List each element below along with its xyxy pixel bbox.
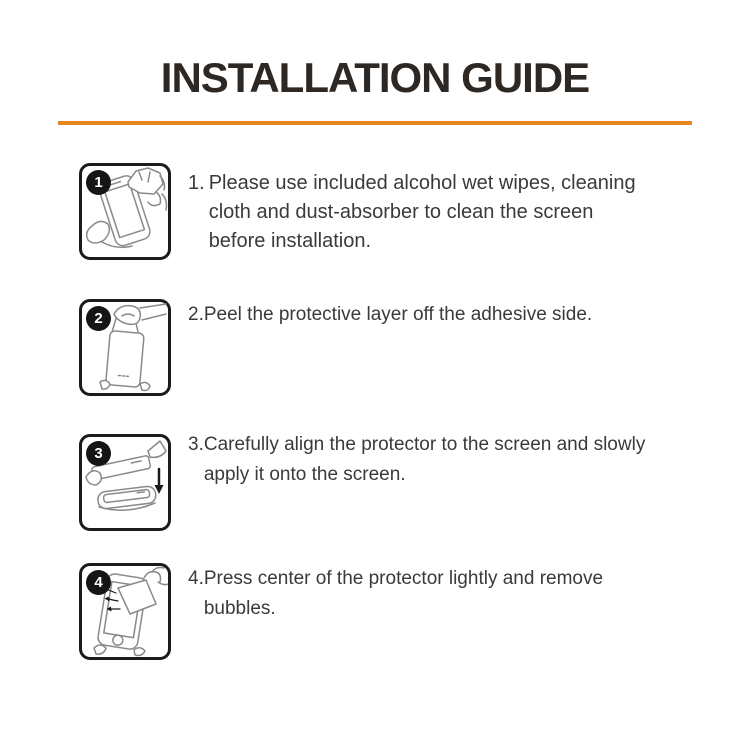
step-2-lines — [204, 300, 592, 330]
step-1-illustration — [79, 163, 171, 260]
step-3-prefix: 3. — [188, 434, 204, 455]
title-divider — [58, 121, 692, 125]
step-4-illustration — [79, 563, 171, 660]
step-3-number-badge — [86, 441, 111, 466]
step-4-line: bubbles. — [203, 598, 276, 619]
step-1-number-badge — [86, 170, 111, 195]
step-1-line: before installation. — [208, 230, 372, 252]
step-3-line: apply it onto the screen. — [203, 464, 406, 485]
step-4-prefix: 4. — [188, 568, 204, 589]
step-4-text — [188, 564, 603, 624]
step-1-number: 1 — [94, 174, 103, 191]
step-1-text — [188, 169, 636, 256]
step-2-illustration — [79, 299, 171, 396]
step-2-text — [188, 300, 592, 330]
step-3-line: Carefully align the protector to the screen and slowly — [203, 434, 646, 455]
step-1-line: cloth and dust-absorber to clean the screen — [208, 201, 594, 223]
page-title: INSTALLATION GUIDE — [160, 54, 590, 101]
step-3-lines — [204, 430, 645, 490]
step-4-lines — [204, 564, 603, 624]
step-2-prefix: 2. — [188, 304, 204, 325]
step-2-line: Peel the protective layer off the adhesive side. — [203, 304, 593, 325]
step-2-number: 2 — [94, 310, 103, 327]
step-1-lines — [209, 169, 636, 256]
step-3-text — [188, 430, 645, 490]
step-1-prefix: 1. — [188, 172, 205, 194]
step-2-number-badge — [86, 306, 111, 331]
step-3-illustration — [79, 434, 171, 531]
step-4-number-badge — [86, 570, 111, 595]
step-4-line: Press center of the protector lightly and remove — [203, 568, 604, 589]
step-4-number: 4 — [94, 574, 103, 591]
step-1-line: Please use included alcohol wet wipes, cleaning — [208, 172, 636, 194]
step-3-number: 3 — [94, 445, 103, 462]
